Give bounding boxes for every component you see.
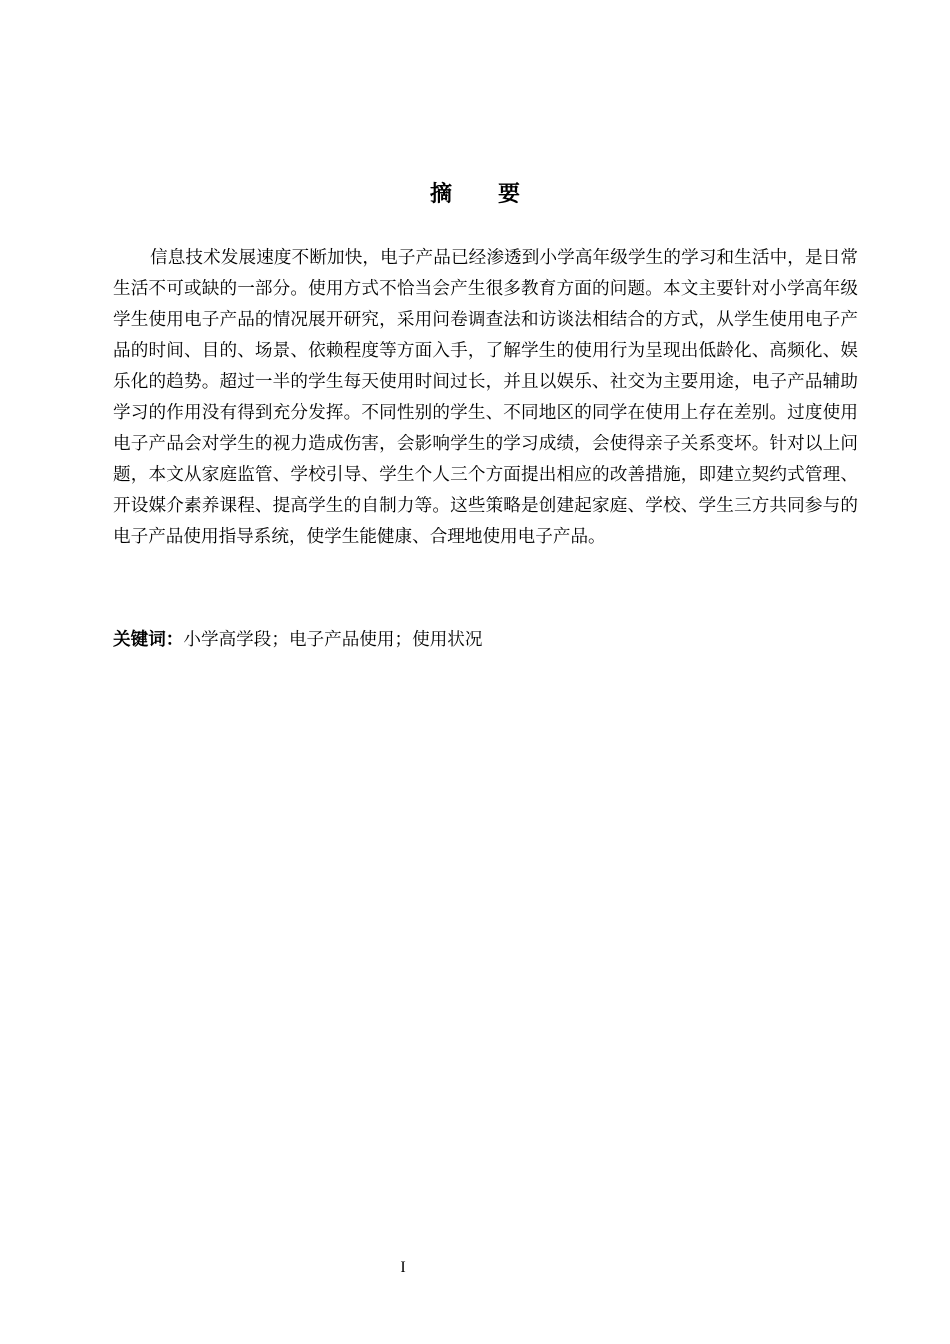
page-number: I xyxy=(400,1259,406,1276)
keywords-label: 关键词： xyxy=(113,630,184,650)
keywords-line xyxy=(113,625,858,656)
abstract-paragraph: 信息技术发展速度不断加快，电子产品已经渗透到小学高年级学生的学习和生活中，是日常生活不可或缺的一部分。使用方式不恰当会产生很多教育方面的问题。本文主要针对小学高年级学生使用电子产品的情况展开研究，采用问卷调查法和访谈法相结合的方式，从学生使用电子产品的时间、目的、场景、依赖程度等方面入手，了解学生的使用行为呈现出低龄化、高频化、娱乐化的趋势。超过一半的学生每天使用时间过长，并且以娱乐、社交为主要用途，电子产品辅助学习的作用没有得到充分发挥。不同性别的学生、不同地区的同学在使用上存在差别。过度使用电子产品会对学生的视力造成伤害，会影响学生的学习成绩，会使得亲子关系变坏。针对以上问题，本文从家庭监管、学校引导、学生个人三个方面提出相应的改善措施，即建立契约式管理、开设媒介素养课程、提高学生的自制力等。这些策略是创建起家庭、学校、学生三方共同参与的电子产品使用指导系统，使学生能健康、合理地使用电子产品。 xyxy=(113,248,858,547)
keywords-text: 小学高学段；电子产品使用；使用状况 xyxy=(183,630,483,650)
abstract-heading-char-1: 摘 xyxy=(429,182,452,207)
abstract-heading-char-2: 要 xyxy=(498,182,521,207)
abstract-heading xyxy=(0,178,950,212)
